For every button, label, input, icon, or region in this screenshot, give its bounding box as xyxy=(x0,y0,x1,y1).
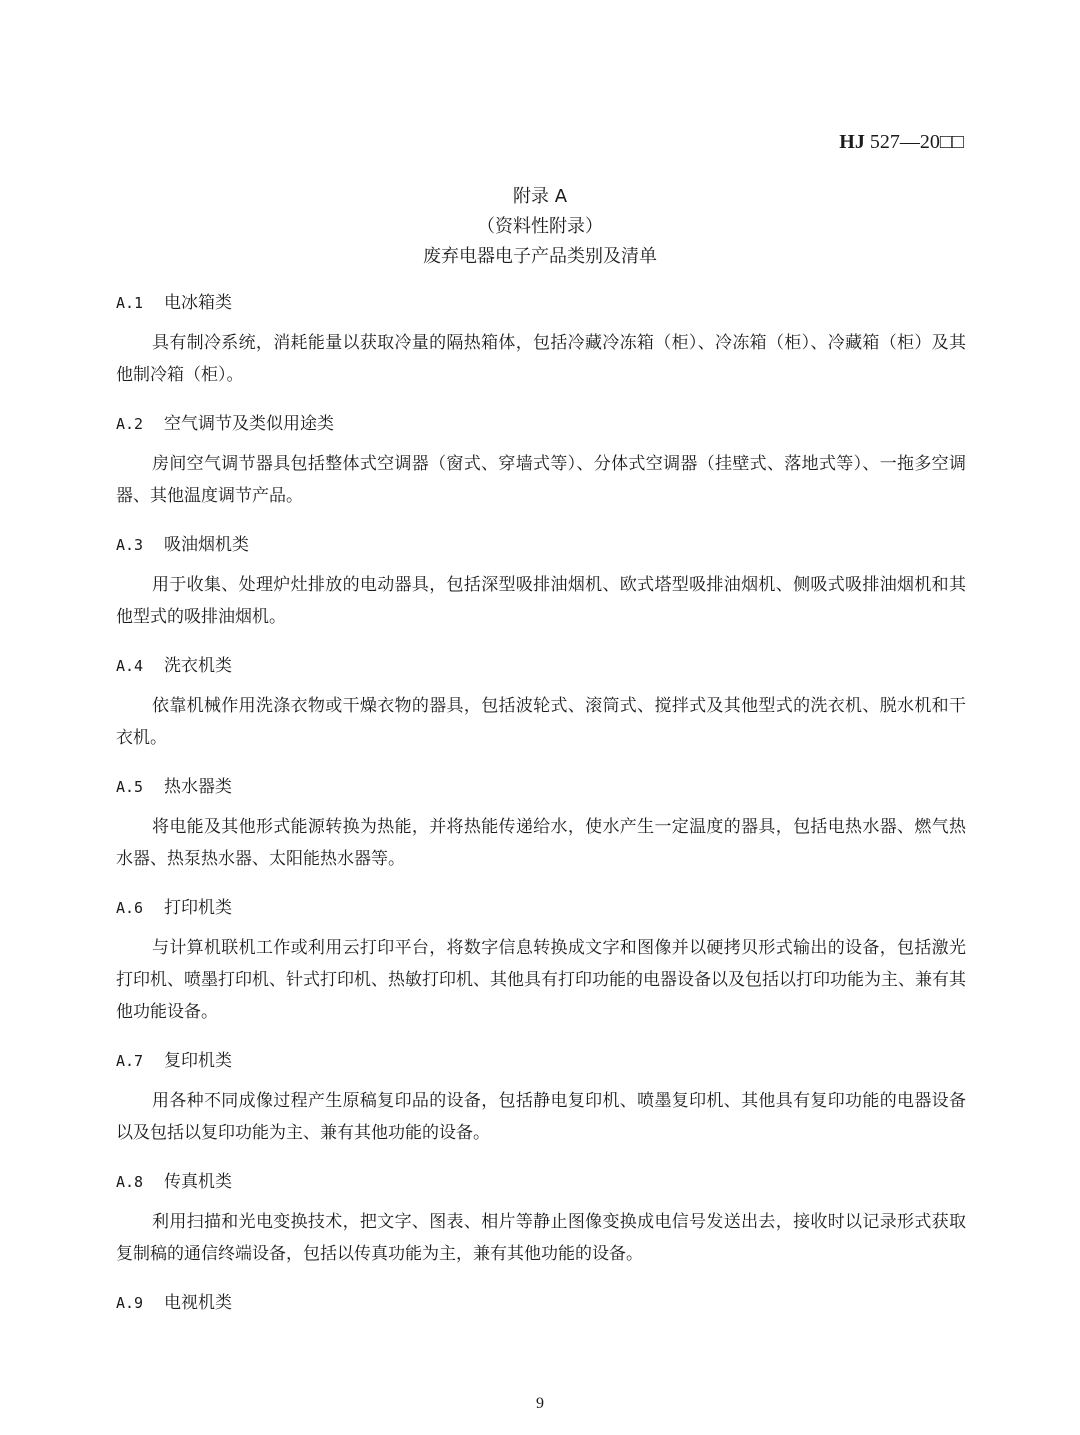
section-a4 xyxy=(116,650,966,754)
section-body: 利用扫描和光电变换技术，把文字、图表、相片等静止图像变换成电信号发送出去，接收时以记录形式获取复制稿的通信终端设备，包括以传真功能为主，兼有其他功能的设备。 xyxy=(116,1212,966,1264)
section-number: A.2 xyxy=(116,415,144,433)
section-heading xyxy=(116,771,966,803)
section-title: 电冰箱类 xyxy=(164,293,232,313)
section-heading xyxy=(116,650,966,682)
section-body: 依靠机械作用洗涤衣物或干燥衣物的器具，包括波轮式、滚筒式、搅拌式及其他型式的洗衣机、脱水机和干衣机。 xyxy=(116,696,966,748)
section-a5 xyxy=(116,771,966,875)
section-number: A.6 xyxy=(116,899,144,917)
section-a9 xyxy=(116,1287,966,1319)
section-title: 吸油烟机类 xyxy=(164,535,249,555)
section-title: 电视机类 xyxy=(164,1293,232,1313)
section-heading xyxy=(116,408,966,440)
section-title: 传真机类 xyxy=(164,1172,232,1192)
section-heading xyxy=(116,1045,966,1077)
section-body: 具有制冷系统，消耗能量以获取冷量的隔热箱体，包括冷藏冷冻箱（柜）、冷冻箱（柜）、冷藏箱（柜）及其他制冷箱（柜）。 xyxy=(116,333,966,385)
section-title: 热水器类 xyxy=(164,777,232,797)
section-heading xyxy=(116,1166,966,1198)
section-number: A.9 xyxy=(116,1294,144,1312)
page-number: 9 xyxy=(536,1395,544,1412)
section-title: 空气调节及类似用途类 xyxy=(164,414,334,434)
section-body: 房间空气调节器具包括整体式空调器（窗式、穿墙式等）、分体式空调器（挂壁式、落地式等）、一拖多空调器、其他温度调节产品。 xyxy=(116,454,966,506)
section-number: A.8 xyxy=(116,1173,144,1191)
section-body: 与计算机联机工作或利用云打印平台，将数字信息转换成文字和图像并以硬拷贝形式输出的设备，包括激光打印机、喷墨打印机、针式打印机、热敏打印机、其他具有打印功能的电器设备以及包括以打印功能为主、兼有其他功能设备。 xyxy=(116,938,966,1022)
section-a1 xyxy=(116,287,966,391)
appendix-type: （资料性附录） xyxy=(477,216,603,237)
appendix-title-block xyxy=(0,182,1080,272)
section-number: A.4 xyxy=(116,657,144,675)
appendix-title: 废弃电器电子产品类别及清单 xyxy=(423,246,657,267)
section-heading xyxy=(116,529,966,561)
section-a7 xyxy=(116,1045,966,1149)
section-title: 洗衣机类 xyxy=(164,656,232,676)
section-a2 xyxy=(116,408,966,512)
appendix-label: 附录 A xyxy=(512,186,568,207)
standard-code-number: 527—20□□ xyxy=(864,131,964,153)
section-body: 用于收集、处理炉灶排放的电动器具，包括深型吸排油烟机、欧式塔型吸排油烟机、侧吸式吸排油烟机和其他型式的吸排油烟机。 xyxy=(116,575,966,627)
section-a6 xyxy=(116,892,966,1028)
appendix-content xyxy=(116,287,966,1327)
section-title: 打印机类 xyxy=(164,898,232,918)
section-number: A.3 xyxy=(116,536,144,554)
section-number: A.7 xyxy=(116,1052,144,1070)
standard-code xyxy=(839,128,964,156)
standard-code-prefix: HJ xyxy=(839,131,865,153)
section-a8 xyxy=(116,1166,966,1270)
section-body: 用各种不同成像过程产生原稿复印品的设备，包括静电复印机、喷墨复印机、其他具有复印功能的电器设备以及包括以复印功能为主、兼有其他功能的设备。 xyxy=(116,1091,966,1143)
section-a3 xyxy=(116,529,966,633)
section-heading xyxy=(116,892,966,924)
section-body: 将电能及其他形式能源转换为热能，并将热能传递给水，使水产生一定温度的器具，包括电热水器、燃气热水器、热泵热水器、太阳能热水器等。 xyxy=(116,817,966,869)
section-heading xyxy=(116,1287,966,1319)
section-number: A.1 xyxy=(116,294,144,312)
section-heading xyxy=(116,287,966,319)
section-number: A.5 xyxy=(116,778,144,796)
section-title: 复印机类 xyxy=(164,1051,232,1071)
